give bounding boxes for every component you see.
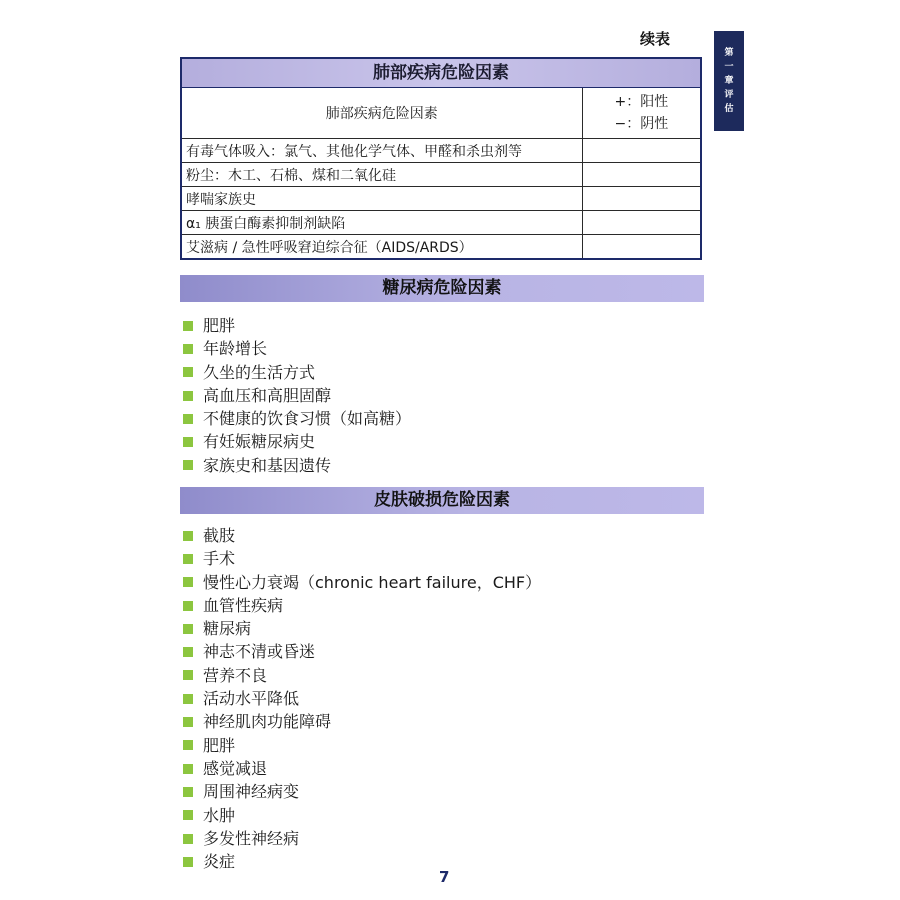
list-item-text: 营养不良 <box>203 665 268 685</box>
continued-label: 续表 <box>640 30 671 48</box>
bullet-square-icon <box>183 670 193 680</box>
bullet-square-icon <box>183 344 193 354</box>
list-item-text: 有妊娠糖尿病史 <box>203 432 316 452</box>
list-item <box>183 337 411 360</box>
list-item <box>183 640 541 663</box>
list-item-text: 水肿 <box>203 805 236 825</box>
result-cell[interactable] <box>582 211 700 235</box>
list-item <box>183 850 541 873</box>
chapter-tab-char: 一 <box>724 62 734 72</box>
bullet-square-icon <box>183 601 193 611</box>
list-item-text: 感觉减退 <box>203 758 268 778</box>
list-item-text: 神志不清或昏迷 <box>203 642 316 662</box>
list-item-text: 周围神经病变 <box>203 782 300 802</box>
risk-factor-cell: α₁ 胰蛋白酶素抑制剂缺陷 <box>182 211 582 235</box>
list-item <box>183 664 541 687</box>
result-cell[interactable] <box>582 139 700 163</box>
list-item <box>183 361 411 384</box>
legend-cell <box>582 88 700 139</box>
table-row <box>182 211 700 235</box>
list-item-text: 肥胖 <box>203 316 236 335</box>
bullet-square-icon <box>183 717 193 727</box>
lung-table-title: 肺部疾病危险因素 <box>182 59 700 88</box>
list-item <box>183 384 411 407</box>
chapter-tab-char: 评 <box>724 90 734 100</box>
list-item <box>183 430 411 453</box>
list-item-text: 慢性心力衰竭（chronic heart failure，CHF） <box>203 572 542 592</box>
list-item <box>183 827 541 850</box>
list-item <box>183 407 411 430</box>
list-item-text: 年龄增长 <box>203 339 268 359</box>
risk-factor-cell: 哮喘家族史 <box>182 187 582 211</box>
bullet-square-icon <box>183 367 193 377</box>
lung-risk-table <box>180 57 702 260</box>
table-row <box>182 187 700 211</box>
risk-factor-cell: 有毒气体吸入：氯气、其他化学气体、甲醛和杀虫剂等 <box>182 139 582 163</box>
list-item-text: 多发性神经病 <box>203 828 300 848</box>
list-item <box>183 757 541 780</box>
table-header-row <box>182 88 700 139</box>
list-item <box>183 734 541 757</box>
list-item-text: 不健康的饮食习惯（如高糖） <box>203 409 412 429</box>
page-number: 7 <box>439 868 450 886</box>
bullet-square-icon <box>183 857 193 867</box>
bullet-square-icon <box>183 740 193 750</box>
list-item-text: 血管性疾病 <box>203 595 284 615</box>
list-item <box>183 804 541 827</box>
list-item <box>183 454 411 477</box>
list-item-text: 久坐的生活方式 <box>203 362 316 382</box>
bullet-square-icon <box>183 577 193 587</box>
bullet-square-icon <box>183 531 193 541</box>
table-row <box>182 139 700 163</box>
bullet-square-icon <box>183 437 193 447</box>
list-item-text: 活动水平降低 <box>203 689 300 709</box>
result-cell[interactable] <box>582 235 700 259</box>
lung-table-grid <box>182 88 700 258</box>
chapter-tab-char: 估 <box>724 104 734 114</box>
chapter-tab-char: 第 <box>724 48 734 58</box>
bullet-square-icon <box>183 810 193 820</box>
column-header: 肺部疾病危险因素 <box>182 88 582 139</box>
list-item <box>183 571 541 594</box>
bullet-square-icon <box>183 414 193 424</box>
bullet-square-icon <box>183 834 193 844</box>
bullet-square-icon <box>183 624 193 634</box>
bullet-square-icon <box>183 787 193 797</box>
chapter-tab-char: 章 <box>724 76 734 86</box>
chapter-tab <box>714 31 744 131</box>
bullet-square-icon <box>183 554 193 564</box>
skin-section-title: 皮肤破损危险因素 <box>180 487 704 514</box>
bullet-square-icon <box>183 391 193 401</box>
bullet-square-icon <box>183 460 193 470</box>
table-row <box>182 163 700 187</box>
list-item-text: 手术 <box>203 549 236 569</box>
list-item-text: 高血压和高胆固醇 <box>203 385 332 405</box>
result-cell[interactable] <box>582 187 700 211</box>
list-item <box>183 547 541 570</box>
bullet-square-icon <box>183 764 193 774</box>
list-item <box>183 710 541 733</box>
bullet-square-icon <box>183 694 193 704</box>
list-item-text: 肥胖 <box>203 735 236 755</box>
diabetes-section-title: 糖尿病危险因素 <box>180 275 704 302</box>
risk-factor-cell: 艾滋病 / 急性呼吸窘迫综合征（AIDS/ARDS） <box>182 235 582 259</box>
list-item <box>183 314 411 337</box>
list-item-text: 糖尿病 <box>203 619 252 639</box>
skin-risk-list <box>183 524 541 873</box>
table-row <box>182 235 700 259</box>
list-item <box>183 594 541 617</box>
list-item-text: 截肢 <box>203 526 236 545</box>
bullet-square-icon <box>183 321 193 331</box>
legend-negative: −：阴性 <box>614 116 669 132</box>
risk-factor-cell: 粉尘：木工、石棉、煤和二氧化硅 <box>182 163 582 187</box>
list-item-text: 炎症 <box>203 852 236 872</box>
list-item <box>183 687 541 710</box>
list-item <box>183 524 541 547</box>
list-item-text: 神经肌肉功能障碍 <box>203 712 332 732</box>
list-item-text: 家族史和基因遗传 <box>203 455 332 475</box>
list-item <box>183 780 541 803</box>
legend-positive: +：阳性 <box>614 94 669 110</box>
list-item <box>183 617 541 640</box>
diabetes-risk-list <box>183 314 411 477</box>
bullet-square-icon <box>183 647 193 657</box>
result-cell[interactable] <box>582 163 700 187</box>
